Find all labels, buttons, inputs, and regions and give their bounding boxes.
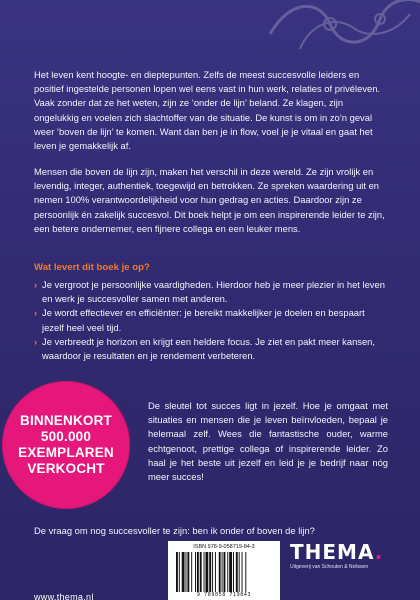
barcode-bar xyxy=(182,552,185,592)
barcode-bar xyxy=(197,552,199,592)
badge-line-4: VERKOCHT xyxy=(27,461,105,476)
publisher-wordmark xyxy=(290,541,390,563)
badge-line-1: BINNENKORT xyxy=(20,413,112,428)
barcode-bar xyxy=(242,552,243,592)
list-item: › Je wordt effectiever en efficiënter: je bereikt makkelijker je doelen en bespaart jezelf heel veel tijd. xyxy=(34,306,386,334)
barcode-bar xyxy=(191,552,192,592)
closing-question: De vraag om nog succesvoller te zijn: ben ik onder of boven de lijn? xyxy=(34,525,315,536)
barcode-bar xyxy=(239,552,240,592)
barcode-bar xyxy=(187,552,189,592)
key-paragraph: De sleutel tot succes ligt in jezelf. Hoe je omgaat met situaties en mensen die je leven beïnvloeden, bepaal je helemaal zelf. Wees die fantastische ouder, warme echtgenoot, prettige collega of inspirerende leider. Zo haal je het beste uit jezelf en leid je je bedrijf naar nóg meer succes! xyxy=(148,400,388,483)
barcode-bar xyxy=(233,552,234,592)
barcode-bar xyxy=(200,552,202,592)
benefits-heading: Wat levert dit boek je op? xyxy=(34,262,150,273)
barcode-bar xyxy=(229,552,232,592)
publisher-url: www.thema.nl xyxy=(34,592,94,600)
barcode-bar xyxy=(224,552,226,592)
publisher-name: THEMA xyxy=(290,540,375,564)
barcode-block xyxy=(168,541,280,600)
barcode-bar xyxy=(222,552,223,592)
barcode-digits: 9 789058 719843 xyxy=(196,592,252,598)
barcode-bar xyxy=(219,552,221,592)
barcode-bar xyxy=(227,552,228,592)
barcode-bar xyxy=(204,552,205,592)
benefits-list xyxy=(34,278,386,363)
intro-paragraph: Het leven kent hoogte- en dieptepunten. Zelfs de meest succesvolle leiders en positief ingestelde personen lopen wel eens vast in hun werk, relaties of privéleven. Vaak zonder dat ze het weten, zijn ze ‘onder de lijn’ beland. Ze klagen, zijn ongelukkig en voelen zich slachtoffer van de situatie. De kunst is om in zo’n geval weer ‘boven de lijn’ te komen. Want dan ben je in flow, voel je je vitaal en gaat het leven je gemakkelijk af. xyxy=(34,69,381,152)
decorative-ornament-icon xyxy=(260,0,420,54)
barcode-bar xyxy=(209,552,211,592)
barcode-bar xyxy=(236,552,238,592)
badge-line-3: EXEMPLAREN xyxy=(18,445,114,460)
barcode-bar xyxy=(205,552,208,592)
publisher-dot: . xyxy=(374,540,384,564)
list-item: › Je vergroot je persoonlijke vaardigheden. Hierdoor heb je meer plezier in het leven en werk je succesvoller samen met anderen. xyxy=(34,278,386,306)
barcode-bar xyxy=(186,552,187,592)
barcode-bar xyxy=(195,552,196,592)
barcode-bar xyxy=(176,552,178,592)
barcode-bar xyxy=(245,552,246,592)
barcode-bar xyxy=(179,552,180,592)
list-item: › Je verbreedt je horizon en krijgt een heldere focus. Je ziet en pakt meer kansen, waardoor je resultaten en je rendement verbeteren. xyxy=(34,335,386,363)
badge-line-2: 500.000 xyxy=(40,429,92,444)
barcode-bar xyxy=(212,552,213,592)
isbn-label: ISBN 978-9-058719-84-3 xyxy=(193,544,255,550)
barcode-bar xyxy=(215,552,216,592)
publisher-subtitle: Uitgeverij van Schouten & Nelissen xyxy=(290,564,369,570)
publisher-logo xyxy=(290,541,390,570)
sales-badge xyxy=(2,381,130,509)
barcode-icon xyxy=(174,552,274,592)
second-paragraph: Mensen die boven de lijn zijn, maken het verschil in deze wereld. Ze zijn vrolijk en levendig, integer, authentiek, toegewijd en betrokken. Ze spreken waardering uit en nemen 100% verantwoordelijkheid voor hun gedrag en acties. Daardoor zijn ze persoonlijk én zakelijk succesvol. Dit boek helpt je om een inspirerende leider te zijn, een betere ondernemer, een fijnere collega en een leuker mens. xyxy=(34,166,385,234)
